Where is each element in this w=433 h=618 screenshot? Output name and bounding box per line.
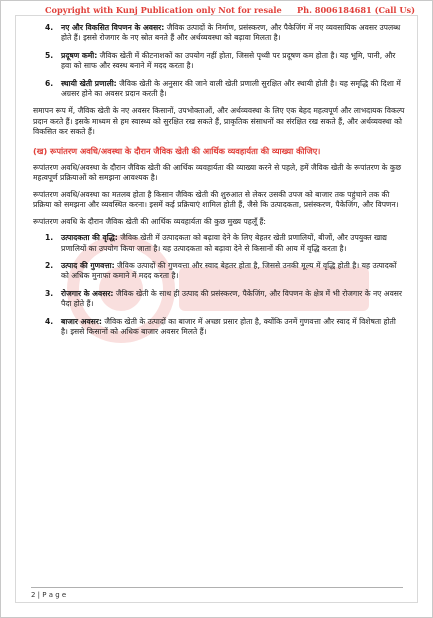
list-item xyxy=(33,289,405,310)
definition-paragraph: रूपांतरण अवधि/अवस्था का मतलब होता है किसान जैविक खेती की शुरुआत से लेकर उसकी उपज को बाजार तक पहुंचाने तक की प्रक्रिया को समझना और व्यवस्थित करना। इसमें कई प्रक्रियाएं शामिल होती हैं, जैसे कि उत्पादकता, प्रसंस्करण, पैकेजिंग, और विपणन। xyxy=(33,189,399,210)
item-body: जैविक खेती के अनुसार की जाने वाली खेती प्रणाली सुरक्षित और स्थायी होती है। यह समृद्धि की दिशा में अग्रसर होने का अवसर प्रदान करती है। xyxy=(61,78,401,99)
item-lead: रोजगार के अवसर: xyxy=(61,288,114,298)
list-item xyxy=(33,233,405,254)
list-item xyxy=(33,23,405,44)
item-lead: उत्पादकता की वृद्धि: xyxy=(61,233,118,243)
page-header xyxy=(45,5,415,15)
item-number: 4. xyxy=(45,316,54,326)
item-number: 1. xyxy=(45,233,54,243)
item-body: जैविक खेती में उत्पादकता को बढ़ावा देने के लिए बेहतर खेती प्रणालियों, बीजों, और उपयुक्त खाद्य प्रणालियों का उपयोग किया जाता है। यह उत्पादकता को बढ़ावा देने से किसानों की आय में वृद्धि करता है। xyxy=(61,233,387,253)
copyright-notice: Copyright with Kunj Publication only Not for resale xyxy=(45,5,282,15)
list-item xyxy=(33,261,405,282)
item-body: जैविक खेती के साथ ही उत्पाद की प्रसंस्करण, पैकेजिंग, और विपणन के क्षेत्र में भी रोजगार के नए अवसर पैदा होते हैं। xyxy=(61,288,403,309)
item-text xyxy=(61,261,405,282)
item-text xyxy=(61,79,405,100)
item-lead: उत्पाद की गुणवत्ता: xyxy=(61,260,115,270)
page-footer: 2 | P a g e xyxy=(31,587,403,599)
item-text xyxy=(61,23,405,44)
phone-number: Ph. 8006184681 (Call Us) xyxy=(296,5,415,15)
list-item xyxy=(33,51,405,72)
item-text xyxy=(61,233,405,254)
aspects-intro-paragraph: रूपांतरण अवधि के दौरान जैविक खेती की आर्थिक व्यवहार्यता की कुछ मुख्य पहलूँ हैं: xyxy=(33,216,266,226)
item-number: 6. xyxy=(45,78,54,88)
item-number: 5. xyxy=(45,50,54,60)
item-text xyxy=(61,289,405,310)
item-number: 4. xyxy=(45,23,54,32)
item-body: जैविक उत्पादों के निर्माण, प्रसंस्करण, और पैकेजिंग में नए व्यवसायिक अवसर उपलब्ध होते हैं। इससे रोजगार के नए स्रोत बनते हैं और अर्थव्यवस्था को बढ़ावा मिलता है। xyxy=(61,23,401,43)
item-lead: स्थायी खेती प्रणाली: xyxy=(61,78,117,88)
list-item xyxy=(33,79,405,100)
item-lead: नए और विकसित विपणन के अवसर: xyxy=(61,23,165,32)
page-content xyxy=(33,23,405,344)
item-text xyxy=(61,51,405,72)
intro-paragraph: रूपांतरण अवधि/अवस्था के दौरान जैविक खेती की आर्थिक व्यवहार्यता की व्याख्या करने से पहले, हमें जैविक खेती के रूपांतरण के कुछ महत्वपूर्ण प्रक्रियाओं को समझना आवश्यक है। xyxy=(33,163,402,183)
item-lead: प्रदूषण कमी: xyxy=(61,50,98,60)
item-body: जैविक खेती के उत्पादों का बाजार में अच्छा प्रसार होता है, क्योंकि उनमें गुणवत्ता और स्वाद में विशेषता होती है। इससे किसानों को अधिक बाजार अवसर मिलते हैं। xyxy=(61,316,396,336)
item-body: जैविक खेती में कीटनाशकों का उपयोग नहीं होता, जिससे पृथ्वी पर प्रदूषण कम होता है। यह भूमि, पानी, और हवा को साफ और स्वस्थ बनाने में मदद करता है। xyxy=(61,50,396,71)
item-number: 2. xyxy=(45,260,54,270)
section-heading: (ख) रूपांतरण अवधि/अवस्था के दौरान जैविक खेती की आर्थिक व्यवहार्यता की व्याख्या कीजिए। xyxy=(33,145,321,156)
item-body: जैविक उत्पादों की गुणवत्ता और स्वाद बेहतर होता है, जिससे उनकी मूल्य में वृद्धि होती है। यह उत्पादकों को अधिक मुनाफा कमाने में मदद करता है। xyxy=(61,260,397,281)
list-item xyxy=(33,317,405,338)
item-lead: बाजार अवसर: xyxy=(61,316,102,326)
item-number: 3. xyxy=(45,288,54,298)
summary-paragraph: समापन रूप में, जैविक खेती के नए अवसर किसानों, उपभोक्ताओं, और अर्थव्यवस्था के लिए एक बेहद महत्वपूर्ण और लाभदायक विकल्प प्रदान करते हैं। इसके माध्यम से हम स्वास्थ्य को सुरक्षित रख सकते हैं, प्राकृतिक संसाधनों का संरक्षित रख सकते हैं, और अर्थव्यवस्था को विकसित कर सकते हैं। xyxy=(33,106,405,137)
item-text xyxy=(61,317,405,338)
